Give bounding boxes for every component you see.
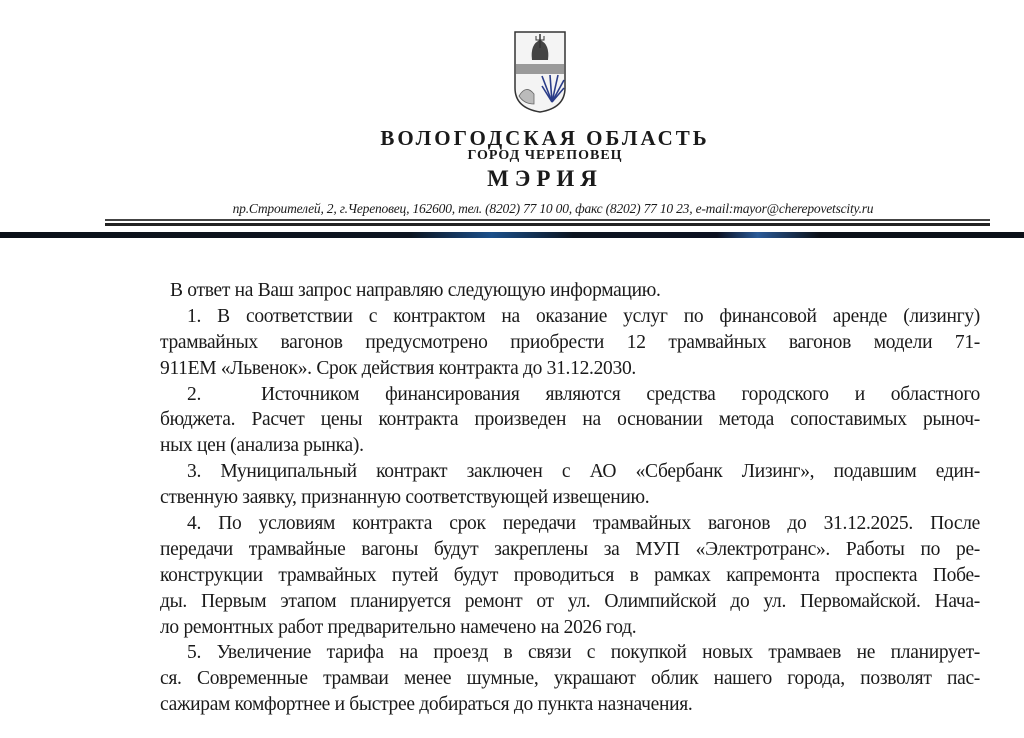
paragraph-2-number: 2. (187, 383, 202, 405)
letterhead-rule-thick (105, 223, 990, 226)
paragraph-4-line: ло ремонтных работ предварительно намечено на 2026 год. (160, 616, 637, 638)
paragraph-1-line: трамвайных вагонов предусмотрено приобрести 12 трамвайных вагонов модели 71- (160, 331, 980, 353)
paragraph-3-line: 3. Муниципальный контракт заключен с АО «Сбербанк Лизинг», подавшим един- (187, 461, 980, 483)
paragraph-5-line: 5. Увеличение тарифа на проезд в связи с покупкой новых трамваев не планирует- (187, 642, 980, 664)
paragraph-1-line: 1. В соответствии с контрактом на оказание услуг по финансовой аренде (лизингу) (187, 305, 980, 327)
letter-body (160, 278, 980, 718)
letterhead-office: МЭРИЯ (487, 166, 603, 191)
paragraph-3-line: ственную заявку, признанную соответствующей извещению. (160, 487, 650, 509)
paragraph-1-line: 911ЕМ «Львенок». Срок действия контракта до 31.12.2030. (160, 357, 636, 379)
paragraph-4-line: 4. По условиям контракта срок передачи трамвайных вагонов до 31.12.2025. После (187, 513, 980, 535)
letterhead-city: ГОРОД ЧЕРЕПОВЕЦ (467, 148, 623, 163)
intro-paragraph: В ответ на Ваш запрос направляю следующую информацию. (170, 280, 661, 301)
paragraph-2-line (160, 382, 980, 408)
paragraph-2-text: Источником финансирования являются средства городского и областного (261, 383, 980, 405)
coat-of-arms-emblem (512, 30, 568, 114)
paragraph-2-line: ных цен (анализа рынка). (160, 435, 364, 457)
paragraph-5-line: ся. Современные трамваи менее шумные, украшают облик нашего города, позволят пас- (160, 668, 980, 690)
letterhead-address: пр.Строителей, 2, г.Череповец, 162600, тел. (8202) 77 10 00, факс (8202) 77 10 23, e-mail:mayor@cherepovetscity.ru (232, 201, 874, 216)
scan-edge-band (0, 232, 1024, 238)
paragraph-5-line: сажирам комфортнее и быстрее добираться до пункта назначения. (160, 694, 693, 716)
letterhead-rule (105, 219, 990, 221)
letterhead-region: ВОЛОГОДСКАЯ ОБЛАСТЬ (380, 126, 710, 150)
paragraph-4-line: конструкции трамвайных путей будут проводиться в рамках капремонта проспекта Побе- (160, 564, 980, 586)
paragraph-4-line: передачи трамвайные вагоны будут закреплены за МУП «Электротранс». Работы по ре- (160, 538, 980, 560)
paragraph-4-line: ды. Первым этапом планируется ремонт от ул. Олимпийской до ул. Первомайской. Нача- (160, 590, 980, 612)
paragraph-2-line: бюджета. Расчет цены контракта произведен на основании метода сопоставимых рыноч- (160, 409, 980, 431)
